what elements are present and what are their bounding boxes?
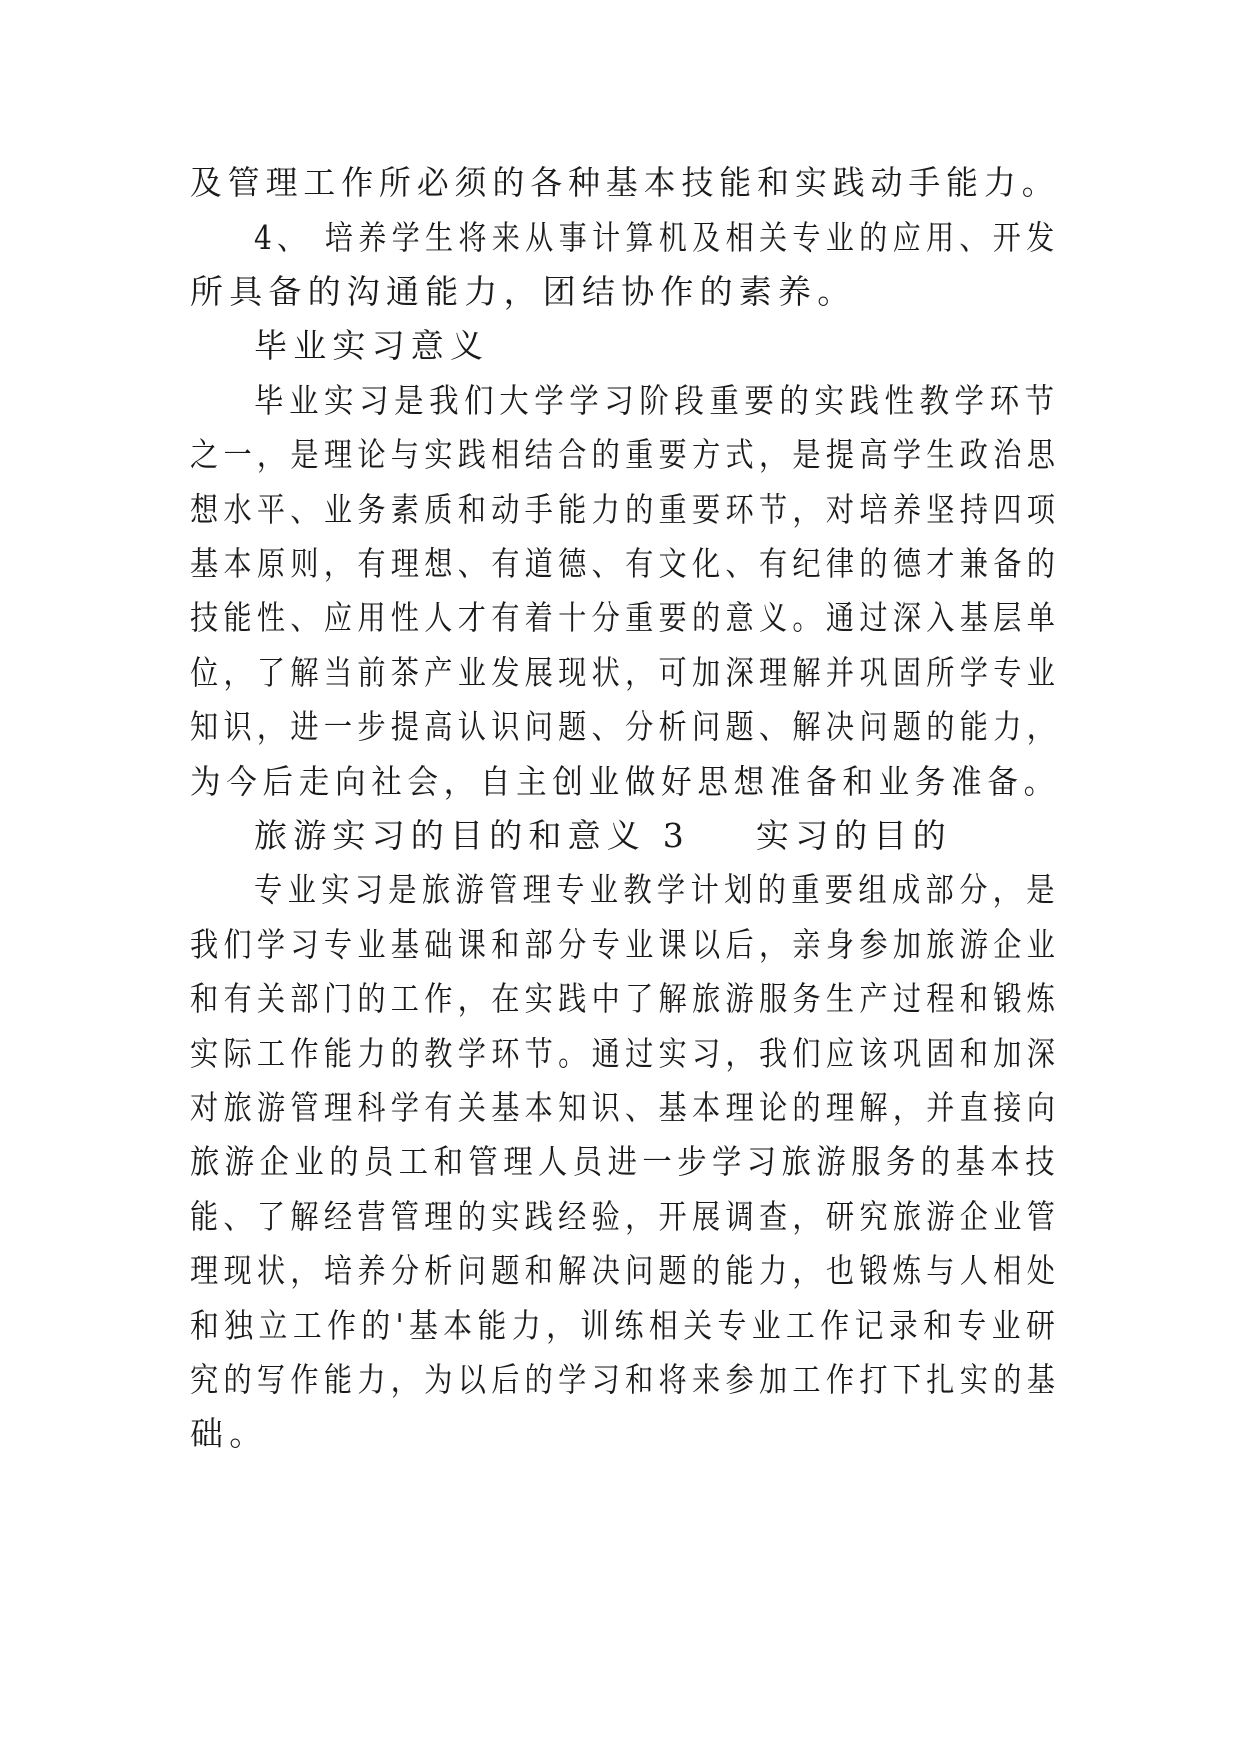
text-line: 究的写作能力，为以后的学习和将来参加工作打下扎实的基 bbox=[190, 1360, 1061, 1399]
text-line: 实际工作能力的教学环节。通过实习，我们应该巩固和加深 bbox=[190, 1034, 1061, 1073]
text-line: 技能性、应用性人才有着十分重要的意义。通过深入基层单 bbox=[190, 598, 1061, 637]
text-line: 基本原则，有理想、有道德、有文化、有纪律的德才兼备的 bbox=[190, 544, 1061, 583]
text-line: 毕业实习是我们大学学习阶段重要的实践性教学环节 bbox=[254, 381, 1060, 420]
section-heading: 毕业实习意义 bbox=[254, 326, 490, 365]
text-line: 为今后走向社会，自主创业做好思想准备和业务准备。 bbox=[190, 762, 1060, 801]
text-line: 和有关部门的工作，在实践中了解旅游服务生产过程和锻炼 bbox=[190, 979, 1061, 1018]
text-line: 及管理工作所必须的各种基本技能和实践动手能力。 bbox=[190, 163, 1060, 202]
text-line: 理现状，培养分析问题和解决问题的能力，也锻炼与人相处 bbox=[190, 1251, 1061, 1290]
heading-title: 旅游实习的目的和意义 3 bbox=[254, 816, 690, 855]
text-line: 和独立工作的'基本能力，训练相关专业工作记录和专业研 bbox=[190, 1306, 1061, 1345]
section-heading bbox=[254, 816, 952, 856]
text-line: 4、 培养学生将来从事计算机及相关专业的应用、开发 bbox=[254, 218, 1060, 257]
text-line: 旅游企业的员工和管理人员进一步学习旅游服务的基本技 bbox=[190, 1142, 1060, 1181]
text-line: 之一，是理论与实践相结合的重要方式，是提高学生政治思 bbox=[190, 435, 1061, 474]
text-line: 我们学习专业基础课和部分专业课以后，亲身参加旅游企业 bbox=[190, 925, 1061, 964]
text-line: 专业实习是旅游管理专业教学计划的重要组成部分，是 bbox=[254, 870, 1060, 909]
text-line: 位，了解当前茶产业发展现状，可加深理解并巩固所学专业 bbox=[190, 653, 1061, 692]
text-line: 对旅游管理科学有关基本知识、基本理论的理解，并直接向 bbox=[190, 1088, 1061, 1127]
heading-subtitle: 实习的目的 bbox=[755, 816, 952, 855]
text-line: 能、了解经营管理的实践经验，开展调查，研究旅游企业管 bbox=[190, 1197, 1061, 1236]
text-line: 想水平、业务素质和动手能力的重要环节，对培养坚持四项 bbox=[190, 490, 1061, 529]
text-line: 础。 bbox=[190, 1414, 269, 1453]
text-line: 知识，进一步提高认识问题、分析问题、解决问题的能力， bbox=[190, 707, 1061, 746]
text-line: 所具备的沟通能力，团结协作的素养。 bbox=[190, 272, 857, 311]
